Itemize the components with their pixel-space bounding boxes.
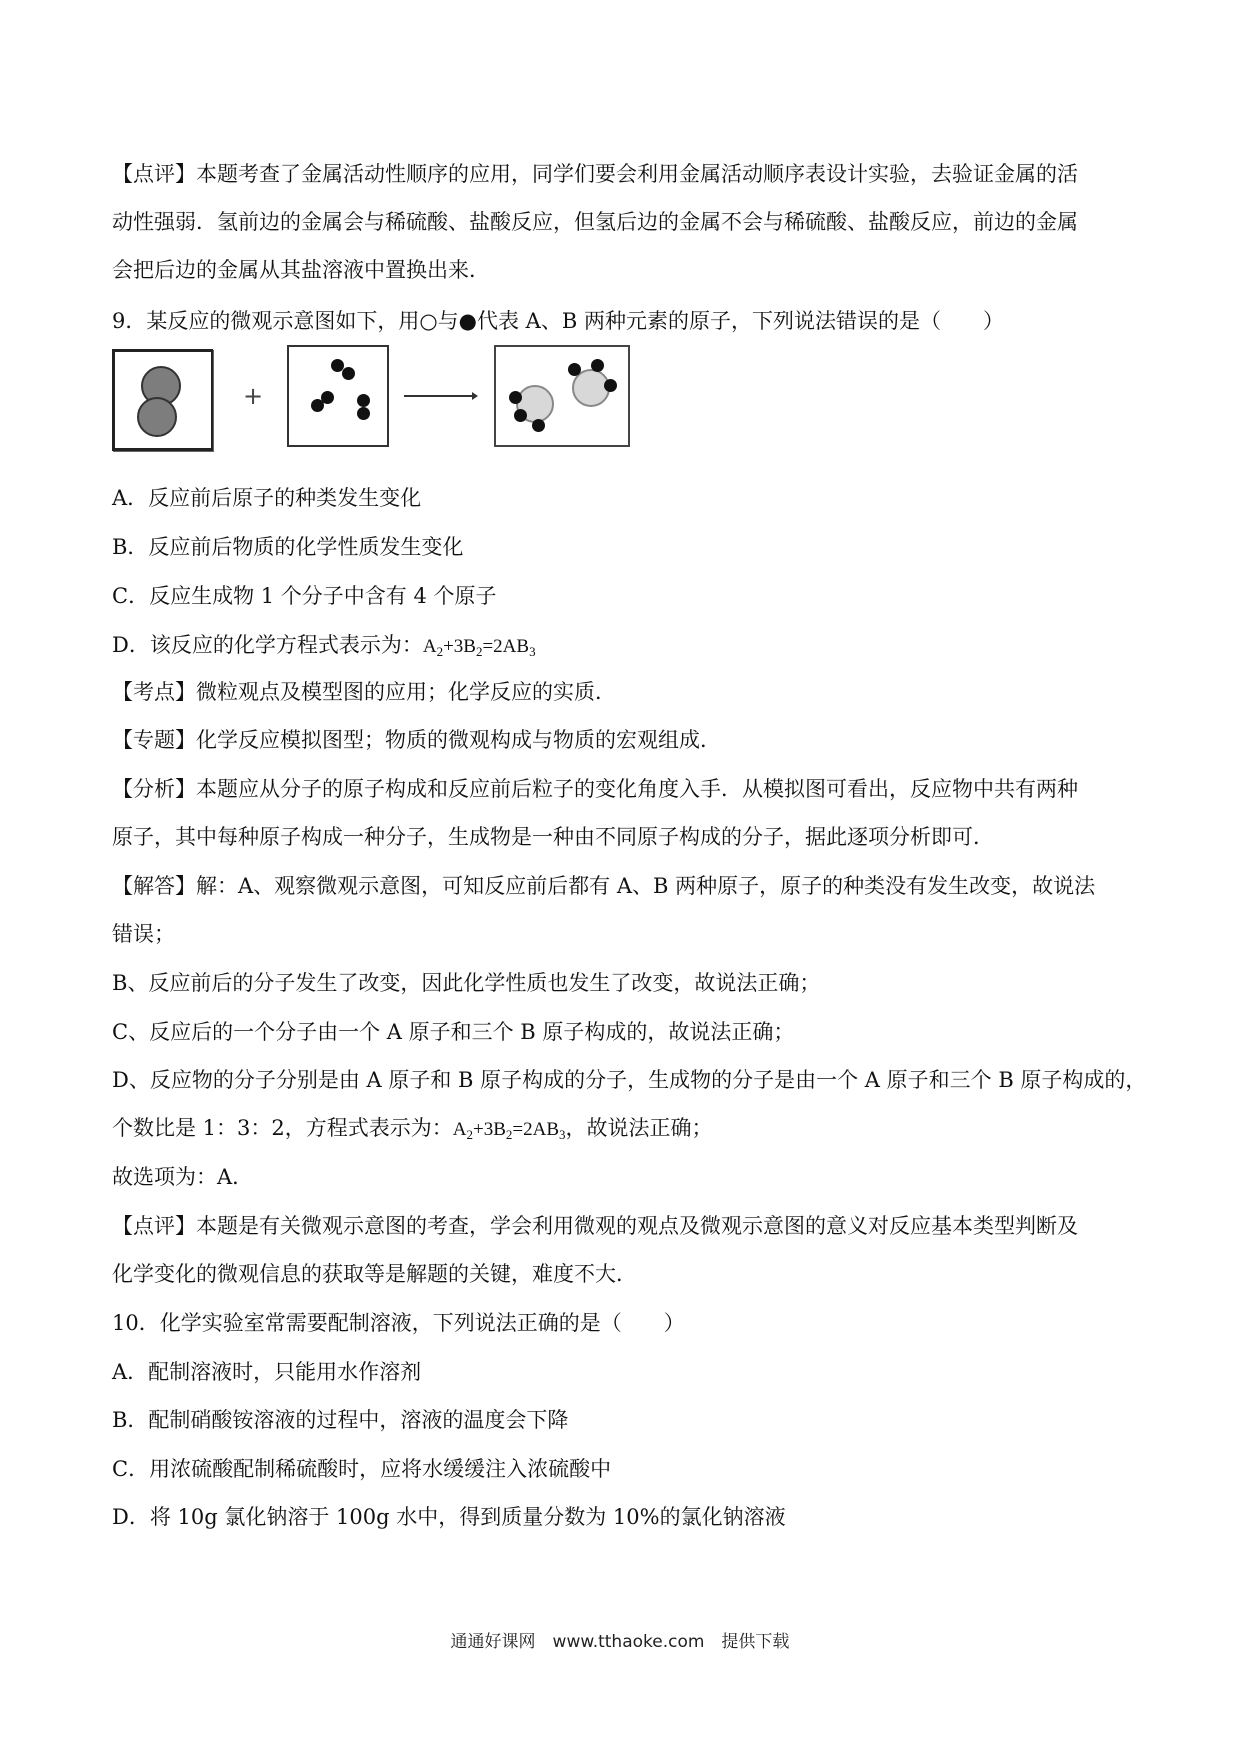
atom-b-icon [509,391,522,404]
eq-b-sub: 2 [475,644,483,659]
q9-option-d [112,631,536,666]
answer-b-line: B、反应前后的分子发生了改变，因此化学性质也发生了改变，故说法正确； [112,971,821,995]
eq-b: +3B [443,636,476,657]
zhuanti-line: 【专题】化学反应模拟图型；物质的微观构成与物质的宏观组成． [112,728,721,752]
eq-b-sub: 2 [505,1127,513,1142]
q9-option-d-prefix: D．该反应的化学方程式表示为： [112,633,423,657]
q9-option-b: B．反应前后物质的化学性质发生变化 [112,535,464,559]
atom-b-icon [514,409,527,422]
analysis-line-1: 【分析】本题应从分子的原子构成和反应前后粒子的变化角度入手．从模拟图可看出，反应物中共有两种 [112,777,1078,801]
atom-b-icon [357,394,370,407]
kaodian-line: 【考点】微粒观点及模型图的应用；化学反应的实质． [112,680,616,704]
atom-b-icon [357,407,370,420]
reaction-micro-diagram [112,345,632,453]
comment2-line-1: 【点评】本题是有关微观示意图的考查，学会利用微观的观点及微观示意图的意义对反应基本类型判断及 [112,1214,1078,1238]
q10-option-d: D．将 10g 氯化钠溶于 100g 水中，得到质量分数为 10%的氯化钠溶液 [112,1505,786,1529]
question-10: 10．化学实验室常需要配制溶液，下列说法正确的是（ ） [112,1311,685,1335]
eq-b: +3B [473,1119,506,1140]
q10-option-c: C．用浓硫酸配制稀硫酸时，应将水缓缓注入浓硫酸中 [112,1457,612,1481]
eq-c: =2AB [512,1119,559,1140]
eq-c-sub: 3 [559,1127,566,1142]
reactant-a-box [112,349,213,451]
atom-b-icon [532,419,545,432]
answer-equation [453,1119,566,1140]
eq-a: A [452,1119,467,1140]
atom-a-icon [137,397,177,437]
atom-b-icon [591,359,604,372]
q10-option-a: A．配制溶液时，只能用水作溶剂 [112,1360,422,1384]
eq-a: A [422,636,437,657]
answer-d-prefix: 个数比是 1：3：2，方程式表示为： [112,1116,453,1140]
q9-option-c: C．反应生成物 1 个分子中含有 4 个原子 [112,584,497,608]
eq-a-sub: 2 [436,644,444,659]
reaction-arrow [404,395,476,397]
eq-a-sub: 2 [466,1127,473,1142]
answer-d-line-1: D、反应物的分子分别是由 A 原子和 B 原子构成的分子，生成物的分子是由一个 A 原子和三个 B 原子构成的， [112,1068,1147,1092]
answer-d-line-2 [112,1114,713,1149]
atom-b-icon [568,363,581,376]
page-footer: 通通好课网 www.tthaoke.com 提供下载 [450,1632,790,1652]
analysis-line-2: 原子，其中每种原子构成一种分子，生成物是一种由不同原子构成的分子，据此逐项分析即可． [112,825,994,849]
q10-option-b: B．配制硝酸铵溶液的过程中，溶液的温度会下降 [112,1408,569,1432]
q9-option-a: A．反应前后原子的种类发生变化 [112,486,422,510]
comment-line-3: 会把后边的金属从其盐溶液中置换出来． [112,258,490,282]
reactant-b-box [287,345,389,447]
atom-b-icon [321,391,334,404]
eq-c-sub: 3 [529,644,536,659]
comment-line-2: 动性强弱．氢前边的金属会与稀硫酸、盐酸反应，但氢后边的金属不会与稀硫酸、盐酸反应，前边的金属 [112,210,1078,234]
answer-line-2: 错误； [112,922,175,946]
atom-b-icon [342,367,355,380]
eq-c: =2AB [482,636,530,657]
choice-line: 故选项为：A． [112,1165,254,1189]
plus-sign: + [243,382,264,410]
comment2-line-2: 化学变化的微观信息的获取等是解题的关键，难度不大． [112,1262,637,1286]
comment-line-1: 【点评】本题考查了金属活动性顺序的应用，同学们要会利用金属活动顺序表设计实验，去验证金属的活 [112,162,1078,186]
question-9: 9．某反应的微观示意图如下，用○与●代表 A、B 两种元素的原子，下列说法错误的是（ ） [112,309,1004,333]
answer-d-suffix: ，故说法正确； [565,1116,713,1140]
answer-c-line: C、反应后的一个分子由一个 A 原子和三个 B 原子构成的，故说法正确； [112,1020,795,1044]
answer-line-1: 【解答】解：A、观察微观示意图，可知反应前后都有 A、B 两种原子，原子的种类没有发生改变，故说法 [112,874,1096,898]
q9-equation [423,636,536,657]
atom-b-icon [604,379,617,392]
product-box [494,345,630,447]
